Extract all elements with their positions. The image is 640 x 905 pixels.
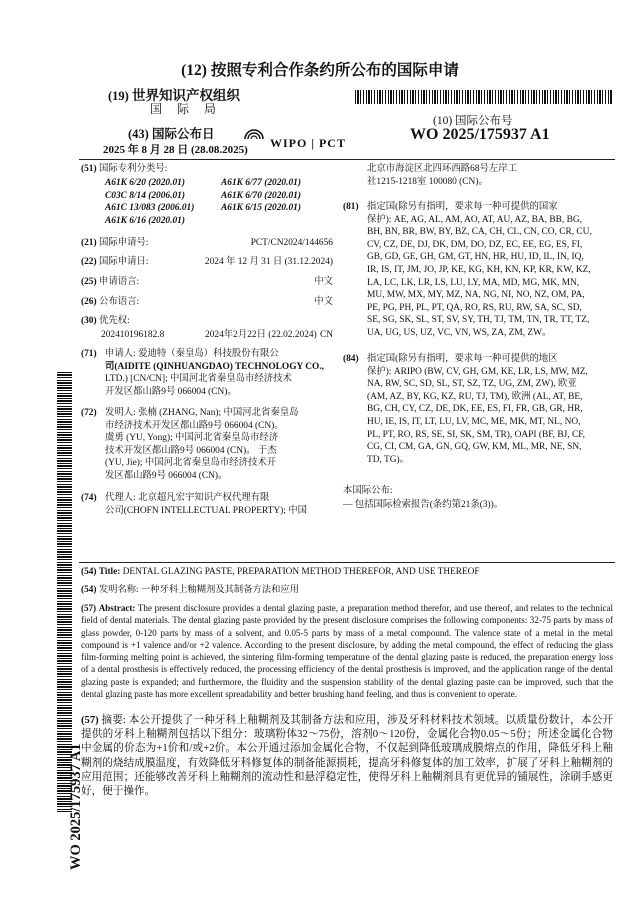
org-name: 世界知识产权组织 — [131, 88, 240, 103]
field-74-agent: (74) 代理人: 北京超凡宏宇知识产权代理有限 公司(CHOFN INTELLECTUAL PROPERTY); 中国 — [81, 493, 307, 516]
ipc-row: C03C 8/14 (2006.01) A61K 6/70 (2020.01) — [105, 190, 301, 201]
wipo-logo-icon — [243, 128, 265, 150]
bureau-name: 国 际 局 — [150, 102, 223, 116]
title-cn: (54) 发明名称: 一种牙科上釉糊剂及其制备方法和应用 — [81, 585, 299, 595]
side-publication-number: WO 2025/175937 A1 — [68, 743, 84, 870]
pubdate-value: 2025 年 8 月 28 日 (28.08.2025) — [103, 144, 248, 156]
field-30: (30) 优先权: — [81, 316, 130, 326]
abstract-cn-text: 本公开提供了一种牙科上釉糊剂及其制备方法和应用，涉及牙科材料技术领域。以质量份数计，本公开提供的牙科上釉糊剂包括以下组分：玻璃粉体32～75份，溶剂0～120份，金属化合物0.05～5份；所述金属化合物中金属的价态为+1价和/或+2价。本公开通过添加金属化合物，不仅起到降低玻璃成膜熔点的作用，降低牙科上釉糊剂的烧结成膜温度，有效降低牙科修复体的制备能源损耗，提高牙科修复体的加工效率，扩展了牙科上釉糊剂的应用范围；还能够改善牙科上釉糊剂的流动性和悬浮稳定性，使得牙科上釉糊剂具有更优异的铺展性，涂刷手感更好，便于操作。 — [81, 715, 614, 798]
publication-language: 中文 — [314, 297, 333, 307]
field-81-designated-states: (81) 指定国(除另有指明，要求每一种可提供的国家 保护): AE, AG, AL, AM, AO, AT, AU, AZ, BA, BB, BG, BH, BN, BR, BW, BY, BZ, CA, CH, CL, CN, CO, CR, CU, CV, CZ, DE, DJ, DK, DM, DO, DZ, EC, EE, EG, ES, FI, GB, GD, GE, GH, GM, GT, HN, HR, HU, ID, IL, IN, IQ, IR, IS, IT, JM, JO, JP, KE, KG, KH, KN, KP, KR, KW, KZ, LA, LC, LK, LR, LS, LU, LY, MA, MD, MG, MK, MN, MU, MW, MX, MY, MZ, NA, NG, NI, NO, NZ, OM, PA, PE, PG, PH, PL, PT, QA, RO, RS, RU, RW, SA, SC, SD, SE, SG, SK, SL, ST, SV, SY, TH, TJ, TM, TN, TR, TT, TZ, UA, UG, US, UZ, VC, VN, WS, ZA, ZM, ZW。 — [343, 202, 592, 338]
pubno-label: (10) 国际公布号 — [433, 115, 513, 127]
field-21: (21) 国际申请号: PCT/CN2024/144656 — [81, 238, 333, 248]
publication-number: WO 2025/175937 A1 — [410, 126, 550, 143]
field-22: (22) 国际申请日: 2024 年 12 月 31 日 (31.12.2024) — [81, 257, 333, 267]
abstract-en-text: The present disclosure provides a dental glazing paste, a preparation method therefor, and use thereof, and relates to the technical field of dental materials. The dental glazing paste provided by the present disclosure comprises the following components: 32-75 parts by mass of glass powder, 0-120 parts by mass of a solvent, and 0.05-5 parts by mass of a metal compound. The valence state of a metal in the metal compound is +1 valence and/or +2 valence. According to the present disclosure, by adding the metal compound, the effect of reducing the glass film-forming melting point is achieved, the sintering film-forming temperature of the dental glazing paste is reduced, the preparation energy loss of a dental prosthesis is effectively reduced, the processing efficiency of the dental prosthesis is improved, and the application range of the dental glazing paste is expanded; and furthermore, the fluidity and the suspension stability of the dental glazing paste can be improved, such that the dental glazing paste has more excellent spreadability and better brushing hand feeling, and thus is convenient to operate. — [81, 603, 613, 700]
section-rule — [79, 562, 615, 563]
field-72-inventors: (72) 发明人: 张楠 (ZHANG, Nan); 中国河北省秦皇岛 市经济技术开发区都山路9号 066004 (CN)。 虞勇 (YU, Yong); 中国河北省秦皇岛市经济 技术开发区都山路9号 066004 (CN)。 于杰 (YU, Jie); 中国河北省秦皇岛市经济技术开 发区都山路9号 066004 (CN)。 — [81, 408, 299, 481]
ipc-row: A61K 6/20 (2020.01) A61K 6/77 (2020.01) — [105, 178, 301, 188]
abstract-en: (57) Abstract: The present disclosure provides a dental glazing paste, a preparation method therefor, and use thereof, and relates to the technical field of dental materials. The dental glazing paste provided by the present disclosure comprises the following components: 32-75 parts by mass of glass powder, 0-120 parts by mass of a solvent, and 0.05-5 parts by mass of a metal compound. The valence state of a metal in the metal compound is +1 valence and/or +2 valence. According to the present disclosure, by adding the metal compound, the effect of reducing the glass film-forming melting point is achieved, the sintering film-forming temperature of the dental glazing paste is reduced, the preparation energy loss of a dental prosthesis is effectively reduced, the processing efficiency of the dental prosthesis is improved, and the application range of the dental glazing paste is expanded; and furthermore, the fluidity and the suspension stability of the dental glazing paste can be improved, such that the dental glazing paste has more excellent spreadability and better brushing hand feeling, and thus is convenient to operate. — [81, 603, 613, 700]
barcode-top — [355, 90, 613, 104]
header-rule — [79, 159, 615, 160]
filing-date: 2024 年 12 月 31 日 (31.12.2024) — [204, 257, 333, 267]
agent-address: 北京市海淀区北四环西路68号左岸工 社1215-1218室 100080 (CN)。 — [367, 164, 518, 187]
ipc-label: 国际专利分类号: — [98, 164, 168, 174]
ipc-row: A61K 6/16 (2020.01) — [105, 215, 185, 226]
abstract-cn: (57) 摘要: 本公开提供了一种牙科上釉糊剂及其制备方法和应用，涉及牙科材料技术领域。以质量份数计，本公开提供的牙科上釉糊剂包括以下组分：玻璃粉体32～75份，溶剂0～120份，金属化合物0.05～5份；所述金属化合物中金属的价态为+1价和/或+2价。本公开通过添加金属化合物，不仅起到降低玻璃成膜熔点的作用，降低牙科上釉糊剂的烧结成膜温度，有效降低牙科修复体的制备能源损耗，提高牙科修复体的加工效率，扩展了牙科上釉糊剂的应用范围；还能够改善牙科上釉糊剂的流动性和悬浮稳定性，使得牙科上釉糊剂具有更优异的铺展性，涂刷手感更好，便于操作。 — [81, 715, 614, 798]
ipc-list — [105, 177, 333, 227]
field-25: (25) 申请语言: 中文 — [81, 277, 333, 287]
title-cn-text: 一种牙科上釉糊剂及其制备方法和应用 — [140, 585, 299, 595]
wipo-pct-label: WIPO | PCT — [270, 136, 346, 150]
field-71-applicant: (71) 申请人: 爱迪特（秦皇岛）科技股份有限公 司(AIDITE (QINHUANGDAO) TECHNOLOGY CO., LTD.) [CN/CN]; 中国河北省秦皇岛市经济技术 开发区都山路9号 066004 (CN)。 — [81, 349, 325, 397]
field-51: (51) 国际专利分类号: — [81, 164, 168, 174]
org-number: (19) — [108, 89, 129, 103]
field-84-regional: (84) 指定国(除另有指明，要求每一种可提供的地区 保护): ARIPO (BW, CV, GH, GM, KE, LR, LS, MW, MZ, NA, RW, SC, SD, SL, ST, SZ, TZ, UG, ZM, ZW), 欧亚 (AM, AZ, BY, KG, KZ, RU, TJ, TM), 欧洲 (AL, AT, BE, BG, CH, CY, CZ, DE, DK, EE, ES, FI, FR, GB, GR, HR, HU, IE, IS, IT, LT, LU, LV, MC, ME, MK, MT, NL, NO, PL, PT, RO, RS, SE, SI, SK, SM, TR), OAPI (BF, BJ, CF, CG, CI, CM, GA, GN, GQ, GW, KM, ML, MR, NE, SN, TD, TG)。 — [343, 354, 588, 465]
ipc-row: A61C 13/083 (2006.01) A61K 6/15 (2020.01) — [105, 203, 301, 214]
publication-note-label: 本国际公布: — [343, 486, 393, 496]
title-en: (54) Title: DENTAL GLAZING PASTE, PREPARATION METHOD THEREFOR, AND USE THEREOF — [81, 567, 480, 577]
priority-row: 202410196182.8 2024年2月22日 (22.02.2024) CN — [101, 330, 333, 340]
application-number: PCT/CN2024/144656 — [250, 238, 333, 248]
pubdate-label: (43) 国际公布日 — [128, 127, 215, 141]
filing-language: 中文 — [314, 277, 333, 287]
document-title: (12) 按照专利合作条约所公布的国际申请 — [181, 62, 459, 79]
field-26: (26) 公布语言: 中文 — [81, 297, 333, 307]
publication-note-item: — 包括国际检索报告(条约第21条(3))。 — [343, 500, 504, 510]
title-en-text: DENTAL GLAZING PASTE, PREPARATION METHOD THEREFOR, AND USE THEREOF — [122, 567, 480, 577]
